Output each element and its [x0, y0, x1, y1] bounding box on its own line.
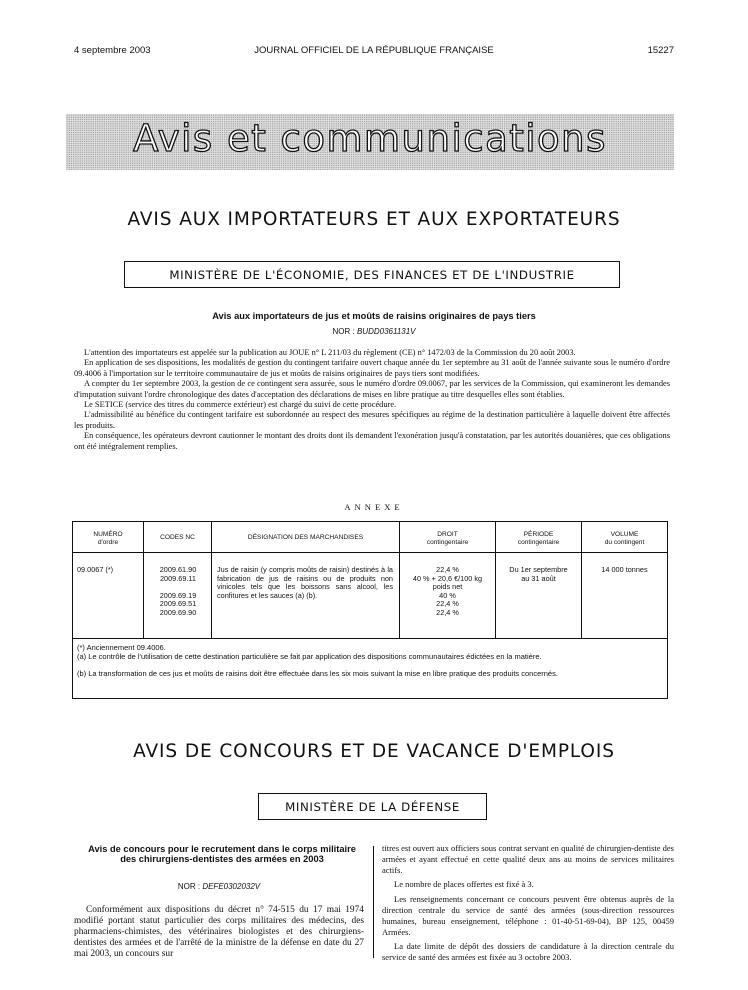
footnote: (a) Le contrôle de l'utilisation de cette destination particulière se fait par application des dispositions communautaires édictées en la matière.	[77, 652, 542, 661]
paragraph: La date limite de dépôt des dossiers de candidature à la direction centrale du service de santé des armées est fixée au 3 octobre 2003.	[382, 941, 674, 963]
section-title-concours: AVIS DE CONCOURS ET DE VACANCE D'EMPLOIS	[133, 741, 615, 762]
header-numero: NUMÉRO d'ordre	[93, 531, 123, 546]
notice-title-jus-raisins: Avis aux importateurs de jus et moûts de raisins originaires de pays tiers	[212, 311, 536, 321]
table-body-rule	[73, 638, 667, 639]
footnote: (b) La transformation de ces jus et moûts de raisins doit être effectuée dans les six mois suivant la mise en libre pratique des produits concernés.	[77, 669, 558, 678]
cell-volume: 14 000 tonnes	[601, 565, 648, 574]
left-column-text: Conformément aux dispositions du décret n° 74-515 du 17 mai 1974 modifié portant statut particulier des corps militaires des médecins, des pharmaciens-chimistes, des vétérinaires biologistes et des chirurgiens-dentistes des armées et de l'arrêté de la ministre de la défense en date du 27 mai 2003, un concours sur	[74, 905, 364, 959]
cell-droit: 22,4 % 40 % + 20,6 €/100 kg poids net 40 % 22,4 % 22,4 %	[412, 565, 483, 617]
header-volume: VOLUME du contingent	[604, 531, 645, 546]
column-divider	[373, 846, 374, 958]
banner-title: Avis et communications	[133, 117, 607, 160]
nor-label: NOR :	[332, 327, 355, 336]
nor-reference-defense	[74, 882, 364, 891]
paragraph: A compter du 1er septembre 2003, la gestion de ce contingent sera assurée, sous le numéro d'ordre 09.0067, par les services de la Commission, qui examineront les demandes d'imputation suivant l'ordre chronologique des dates d'acceptation des déclarations de mises en libre pratique au titre desquelles elles sont établies.	[74, 379, 670, 399]
paragraph: titres est ouvert aux officiers sous contrat servant en qualité de chirurgien-dentiste des armées et ayant effectué en cette qualité deux ans au moins de services militaires actifs.	[382, 843, 674, 875]
paragraph: Le SETICE (service des titres du commerce extérieur) est chargé du suivi de cette procédure.	[84, 400, 397, 410]
paragraph: En application de ses dispositions, les modalités de gestion du contingent tarifaire ouvert chaque année du 1er septembre au 31 août de l'année suivante sous le numéro d'ordre 09.4006 à l'importation sur le territoire communautaire de jus et moûts de raisins originaires de pays tiers sont modifiées.	[74, 358, 670, 378]
notice-body	[74, 348, 670, 452]
nor-label: NOR :	[177, 882, 201, 891]
header-designation: DÉSIGNATION DES MARCHANDISES	[247, 534, 364, 541]
cell-codes: 2009.61.90 2009.69.11 2009.69.19 2009.69.51 2009.69.90	[159, 565, 197, 617]
annex-title: ANNEXE	[344, 502, 404, 512]
nor-code: DEFE0302032V	[202, 882, 261, 891]
footnote: (*) Anciennement 09.4006.	[77, 643, 166, 652]
paragraph: L'attention des importateurs est appelée sur la publication au JOUE n° L 211/03 du règlement (CE) n° 1472/03 de la Commission du 20 août 2003.	[84, 348, 576, 357]
annex-table	[72, 521, 668, 699]
section-title-importateurs: AVIS AUX IMPORTATEURS ET AUX EXPORTATEURS	[127, 209, 621, 230]
ministry-box-economie: MINISTÈRE DE L'ÉCONOMIE, DES FINANCES ET DE L'INDUSTRIE	[124, 261, 620, 288]
header-page-number: 15227	[647, 45, 674, 56]
section-banner	[66, 114, 674, 170]
paragraph: En conséquence, les opérateurs devront cautionner le montant des droits dont ils demandent l'exonération jusqu'à constatation, par les autorités douanières, que ces obligations ont été intégralement remplies.	[74, 431, 670, 451]
right-column-text	[382, 843, 674, 967]
header-periode: PÉRIODE contingentaire	[517, 531, 560, 546]
table-header-rule	[73, 552, 667, 553]
cell-designation: Jus de raisin (y compris moûts de raisin) destinés à la fabrication de jus de raisins ou de produits non vinicoles tels que les boissons sans alcool, les confitures et les sauces (a) (b).	[217, 565, 393, 600]
header-droit: DROIT contingentaire	[426, 531, 469, 546]
cell-periode: Du 1er septembre au 31 août	[509, 565, 568, 583]
ministry-box-defense: MINISTÈRE DE LA DÉFENSE	[258, 793, 487, 820]
notice-title-concours: Avis de concours pour le recrutement dans le corps militaire des chirurgiens-dentistes des armées en 2003	[88, 844, 356, 865]
nor-code: BUDD0361131V	[356, 327, 416, 336]
header-journal: JOURNAL OFFICIEL DE LA RÉPUBLIQUE FRANÇAISE	[254, 45, 494, 56]
paragraph: Le nombre de places offertes est fixé à 3.	[394, 879, 534, 890]
cell-numero: 09.0067 (*)	[77, 565, 114, 574]
header-date: 4 septembre 2003	[74, 45, 151, 56]
header-codes: CODES NC	[160, 534, 195, 541]
paragraph: Les renseignements concernant ce concours peuvent être obtenus auprès de la direction centrale du service de santé des armées (sous-direction ressources humaines, bureau enseignement, téléphone : 01-40-51-69-04), BP 125, 00459 Armées.	[382, 894, 674, 937]
nor-reference	[75, 327, 673, 336]
paragraph: L'admissibilité au bénéfice du contingent tarifaire est subordonnée au respect des mesures spécifiques au régime de la destination particulière à laquelle doivent être affectés les produits.	[74, 410, 670, 430]
